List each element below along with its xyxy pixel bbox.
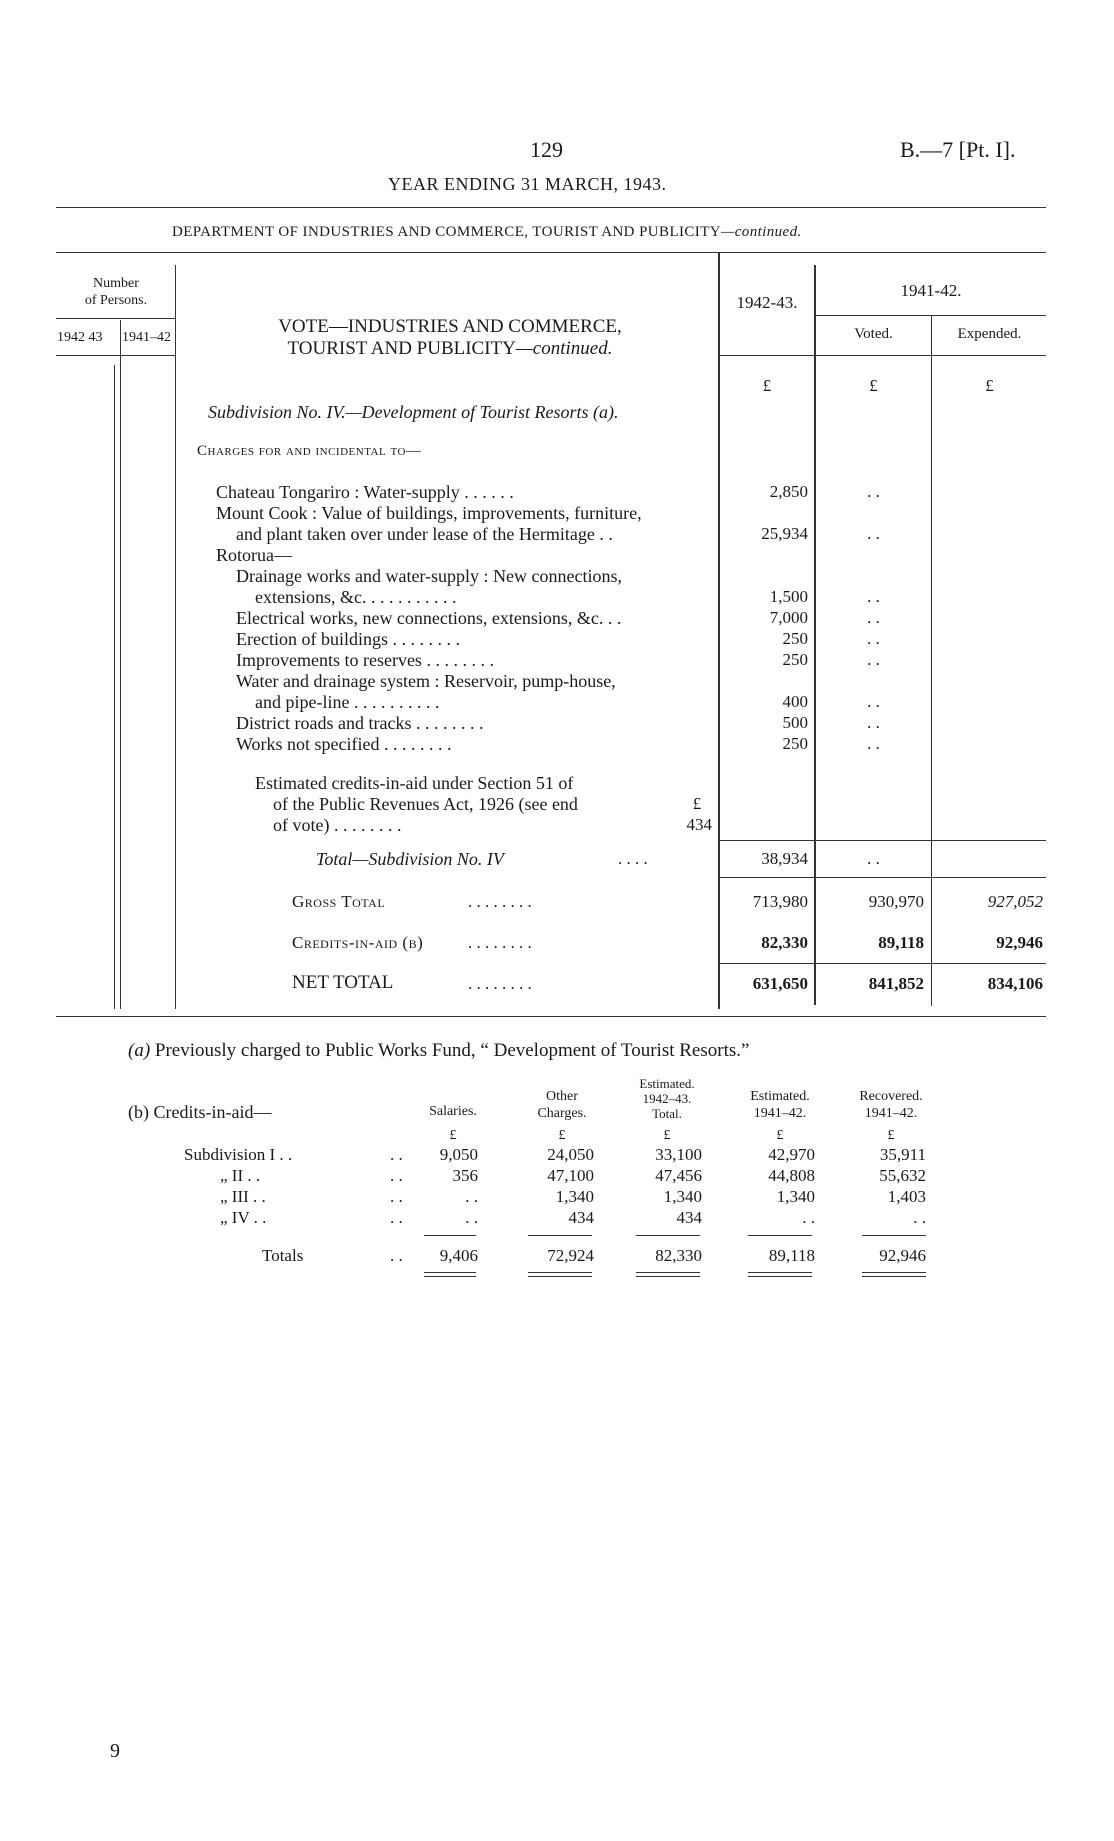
currency-symbol: £ — [776, 1128, 784, 1143]
rule — [424, 1235, 476, 1236]
credits-row-salaries: 9,050 — [439, 1145, 478, 1164]
column-divider — [120, 320, 121, 1009]
currency-symbol: £ — [449, 1128, 457, 1143]
subdivision-total-voted: . . — [867, 849, 880, 868]
credits-in-aid-1942: 82,330 — [761, 933, 808, 952]
rule — [56, 1016, 1046, 1017]
leader-dots: . . . . . . . . — [468, 933, 532, 952]
col-recovered-1941: Recovered. 1941–42. — [859, 1089, 923, 1121]
credits-row-recovered: 55,632 — [879, 1166, 926, 1185]
credits-row-other: 1,340 — [555, 1187, 594, 1206]
leader-dots: . . . . . . . . — [468, 892, 532, 911]
footnote-a: (a) Previously charged to Public Works Fund, “ Development of Tourist Resorts.” — [128, 1040, 750, 1061]
credits-row-total: 33,100 — [655, 1145, 702, 1164]
credits-row-other: 24,050 — [547, 1145, 594, 1164]
currency-symbol: £ — [762, 376, 772, 395]
item-value: 250 — [782, 650, 808, 669]
rule — [56, 318, 176, 319]
net-total-1942: 631,650 — [752, 974, 808, 993]
credits-totals-label: Totals — [262, 1246, 304, 1265]
item-value: 500 — [782, 713, 808, 732]
credits-total-recovered: 92,946 — [879, 1246, 926, 1265]
charges-heading: Charges for and incidental to— — [197, 443, 422, 459]
double-rule — [748, 1272, 812, 1277]
col-other-charges: Other Charges. — [537, 1089, 587, 1121]
rule — [748, 1235, 812, 1236]
item-value: 250 — [782, 629, 808, 648]
leader-dots: . . — [390, 1208, 403, 1227]
credits-row-recovered: 1,403 — [887, 1187, 926, 1206]
leader-dots: . . — [390, 1166, 403, 1185]
leader-dots: . . — [390, 1187, 403, 1206]
credits-row-label: „ III . . — [220, 1187, 266, 1206]
rule — [636, 1235, 700, 1236]
column-divider — [175, 265, 176, 1009]
col-estimated-total: Estimated. 1942–43. Total. — [639, 1076, 695, 1121]
item-description: Chateau Tongariro : Water-supply . . . . . . — [216, 482, 514, 502]
vote-title: VOTE—INDUSTRIES AND COMMERCE, TOURIST AND PUBLICITY—continued. — [278, 316, 622, 359]
credits-row-total: 434 — [676, 1208, 702, 1227]
credits-row-label: „ IV . . — [220, 1208, 267, 1227]
gross-total-label: Gross Total — [292, 892, 386, 911]
rule — [718, 963, 1046, 964]
credits-in-aid-expended: 92,946 — [996, 933, 1043, 952]
col-1941-42: 1941-42. — [900, 281, 962, 300]
column-divider — [931, 316, 932, 1006]
item-voted: . . — [867, 587, 880, 606]
net-total-label: NET TOTAL — [292, 972, 394, 993]
document-reference: B.—7 [Pt. I]. — [900, 137, 1016, 162]
credits-note-line: Estimated credits-in-aid under Section 51 of — [255, 773, 574, 793]
credits-row-label: „ II . . — [220, 1166, 261, 1185]
rule — [56, 252, 1046, 253]
credits-row-total: 47,456 — [655, 1166, 702, 1185]
column-divider — [114, 365, 115, 1009]
credits-row-estimated: 44,808 — [768, 1166, 815, 1185]
credits-note-amount: 434 — [686, 815, 712, 834]
rule — [718, 840, 1046, 841]
subdivision-total-label: Total—Subdivision No. IV — [316, 849, 504, 869]
item-description: Water and drainage system : Reservoir, pump-house, — [236, 671, 616, 691]
item-voted: . . — [867, 608, 880, 627]
item-voted: . . — [867, 629, 880, 648]
currency-symbol: £ — [985, 376, 994, 395]
currency-symbol: £ — [869, 376, 878, 395]
credits-row-estimated: 42,970 — [768, 1145, 815, 1164]
item-description: Works not specified . . . . . . . . — [236, 734, 452, 754]
credits-total-estimated: 89,118 — [768, 1246, 815, 1265]
subdivision-total-value: 38,934 — [761, 849, 808, 868]
credits-total-other: 72,924 — [547, 1246, 594, 1265]
year-heading: YEAR ENDING 31 MARCH, 1943. — [388, 174, 667, 194]
double-rule — [528, 1272, 592, 1277]
item-voted: . . — [867, 650, 880, 669]
credits-row-estimated: . . — [802, 1208, 815, 1227]
item-description: Mount Cook : Value of buildings, improvements, furniture, — [216, 503, 642, 523]
col-voted: Voted. — [854, 326, 893, 342]
credits-row-recovered: 35,911 — [879, 1145, 926, 1164]
rule — [814, 315, 1046, 316]
item-description: Improvements to reserves . . . . . . . . — [236, 650, 494, 670]
item-description: Drainage works and water-supply : New connections, — [236, 566, 623, 586]
net-total-voted: 841,852 — [868, 974, 924, 993]
item-value: 250 — [782, 734, 808, 753]
col-estimated-1941: Estimated. 1941–42. — [750, 1089, 810, 1121]
persons-col-1942: 1942 43 — [57, 330, 103, 345]
item-description: Electrical works, new connections, extensions, &c. . . — [236, 608, 622, 628]
col-salaries: Salaries. — [429, 1104, 477, 1119]
item-voted: . . — [867, 524, 880, 543]
leader-dots: . . . . — [618, 849, 648, 868]
item-voted: . . — [867, 692, 880, 711]
credits-in-aid-label: Credits-in-aid (b) — [292, 933, 424, 952]
credits-total-salaries: 9,406 — [439, 1246, 478, 1265]
persons-heading: Number of Persons. — [84, 276, 148, 308]
item-value: 2,850 — [769, 482, 808, 501]
double-rule — [862, 1272, 926, 1277]
persons-col-1941: 1941–42 — [122, 330, 171, 345]
rule — [528, 1235, 592, 1236]
item-description: and plant taken over under lease of the Hermitage . . — [236, 524, 613, 544]
credits-row-recovered: . . — [913, 1208, 926, 1227]
double-rule — [424, 1272, 476, 1277]
currency-symbol: £ — [692, 794, 702, 813]
sheet-number: 9 — [110, 1740, 120, 1762]
item-value: 1,500 — [769, 587, 808, 606]
rule — [56, 355, 176, 356]
credits-row-estimated: 1,340 — [776, 1187, 815, 1206]
rule — [862, 1235, 926, 1236]
leader-dots: . . — [390, 1145, 403, 1164]
credits-total-total: 82,330 — [655, 1246, 702, 1265]
credits-row-total: 1,340 — [663, 1187, 702, 1206]
item-description: Rotorua— — [216, 545, 292, 565]
credits-note-line: of the Public Revenues Act, 1926 (see end — [273, 794, 578, 814]
col-1942-43: 1942-43. — [736, 293, 798, 312]
leader-dots: . . . . . . . . — [468, 974, 532, 993]
credits-row-salaries: . . — [465, 1208, 478, 1227]
item-value: 400 — [782, 692, 808, 711]
gross-total-1942: 713,980 — [752, 892, 808, 911]
item-description: District roads and tracks . . . . . . . . — [236, 713, 484, 733]
double-rule — [636, 1272, 700, 1277]
credits-row-salaries: 356 — [452, 1166, 478, 1185]
department-heading: DEPARTMENT OF INDUSTRIES AND COMMERCE, TOURIST AND PUBLICITY—continued. — [172, 224, 802, 240]
item-description: Erection of buildings . . . . . . . . — [236, 629, 460, 649]
item-value: 25,934 — [761, 524, 808, 543]
rule — [56, 207, 1046, 208]
gross-total-voted: 930,970 — [868, 892, 924, 911]
page-number: 129 — [530, 137, 563, 162]
item-voted: . . — [867, 482, 880, 501]
rule — [718, 355, 1046, 356]
credits-in-aid-voted: 89,118 — [878, 933, 924, 952]
gross-total-expended: 927,052 — [987, 892, 1043, 911]
rule — [718, 877, 1046, 878]
credits-note-line: of vote) . . . . . . . . — [273, 815, 402, 835]
currency-symbol: £ — [558, 1128, 566, 1143]
item-voted: . . — [867, 713, 880, 732]
credits-row-label: Subdivision I . . — [184, 1145, 293, 1164]
item-description: extensions, &c. . . . . . . . . . . — [255, 587, 457, 607]
currency-symbol: £ — [663, 1128, 671, 1143]
subdivision-title: Subdivision No. IV.—Development of Tourist Resorts (a). — [208, 402, 619, 422]
item-description: and pipe-line . . . . . . . . . . — [255, 692, 440, 712]
leader-dots: . . — [390, 1246, 403, 1265]
item-voted: . . — [867, 734, 880, 753]
credits-row-other: 434 — [568, 1208, 594, 1227]
credits-table-label: (b) Credits-in-aid— — [128, 1102, 272, 1122]
item-value: 7,000 — [769, 608, 808, 627]
col-expended: Expended. — [957, 326, 1022, 342]
net-total-expended: 834,106 — [987, 974, 1043, 993]
credits-row-salaries: . . — [465, 1187, 478, 1206]
currency-symbol: £ — [887, 1128, 895, 1143]
credits-row-other: 47,100 — [547, 1166, 594, 1185]
